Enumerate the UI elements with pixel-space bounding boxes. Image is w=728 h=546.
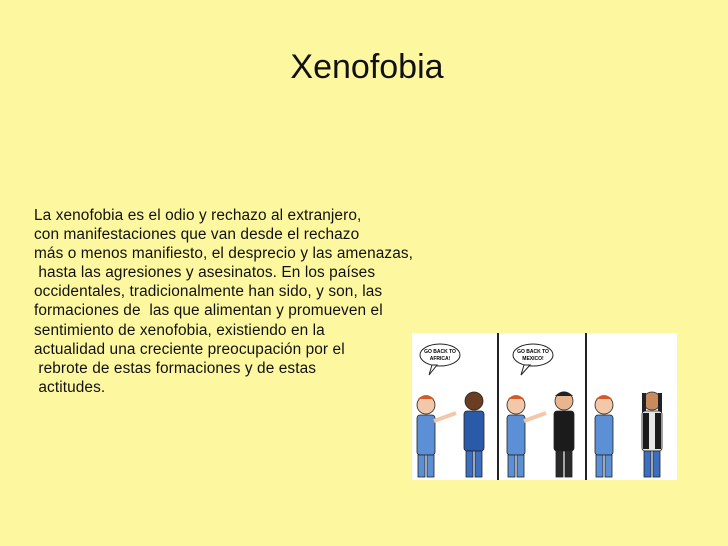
comic-strip-image bbox=[412, 333, 677, 480]
paragraph-line: hasta las agresiones y asesinatos. En los países bbox=[34, 264, 376, 282]
slide-title bbox=[0, 48, 728, 87]
paragraph-line: actitudes. bbox=[34, 378, 106, 396]
bubble-text-line: GO BACK TO bbox=[517, 349, 549, 355]
bubble-text-line: GO BACK TO bbox=[424, 349, 456, 355]
paragraph-line: formaciones de las que alimentan y promueven el bbox=[34, 302, 383, 320]
paragraph-line: más o menos manifiesto, el desprecio y las amenazas, bbox=[34, 245, 414, 263]
paragraph-line: La xenofobia es el odio y rechazo al extranjero, bbox=[34, 207, 362, 224]
comic-strip-illustration bbox=[412, 333, 677, 480]
paragraph-line: sentimiento de xenofobia, existiendo en la bbox=[34, 321, 325, 339]
paragraph-line: rebrote de estas formaciones y de estas bbox=[34, 359, 317, 377]
paragraph-line: actualidad una creciente preocupación por el bbox=[34, 340, 345, 358]
paragraph-line: occidentales, tradicionalmente han sido, y son, las bbox=[34, 283, 383, 301]
bubble-text-line: MEXICO! bbox=[522, 356, 544, 362]
paragraph-line: con manifestaciones que van desde el rechazo bbox=[34, 226, 360, 244]
bubble-text-line: AFRICA! bbox=[429, 356, 451, 362]
slide-title-text: Xenofobia bbox=[290, 48, 444, 86]
